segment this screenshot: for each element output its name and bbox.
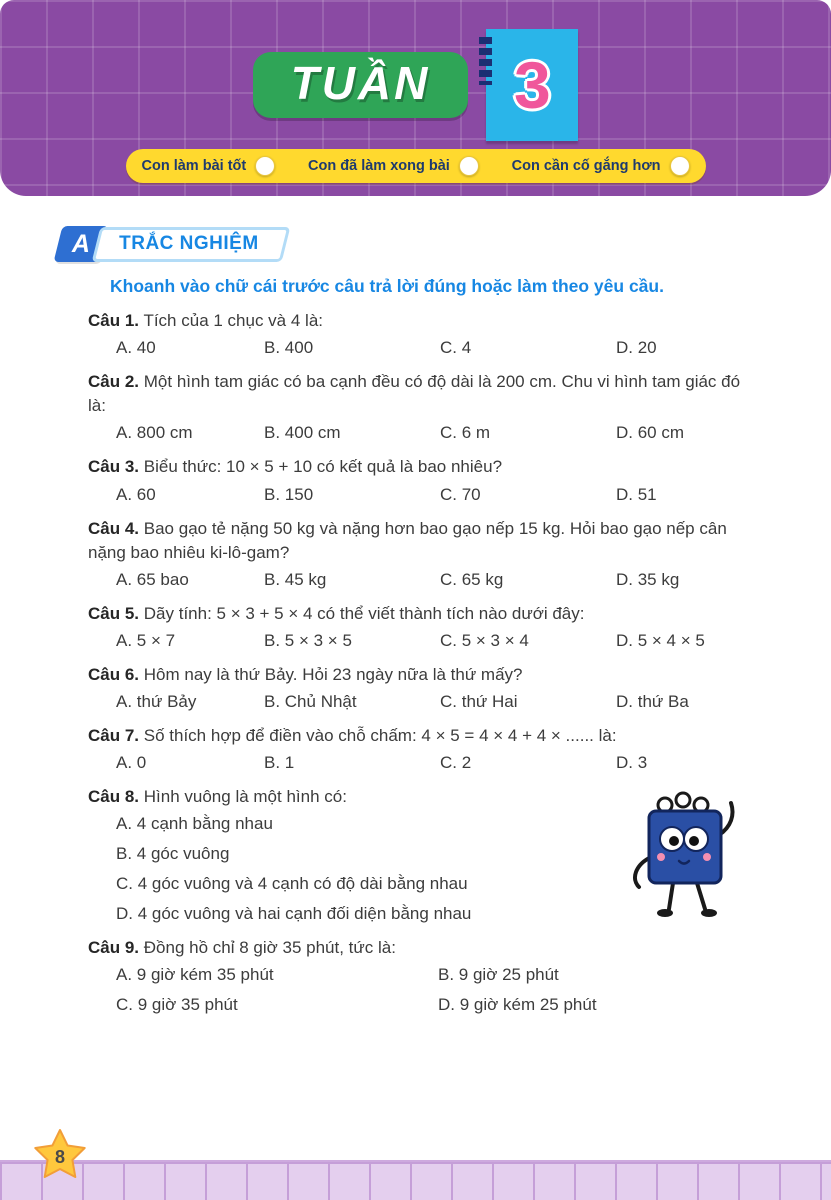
options-row [88, 423, 757, 443]
question-label: Câu 6. [88, 664, 140, 684]
header-banner [0, 0, 831, 196]
question-8 [88, 785, 757, 924]
option-d[interactable]: D. 51 [616, 484, 657, 504]
option-b[interactable]: B. Chủ Nhật [264, 692, 357, 711]
instruction-text: Khoanh vào chữ cái trước câu trả lời đúng hoặc làm theo yêu cầu. [110, 276, 664, 296]
option-b[interactable]: B. 150 [264, 484, 314, 504]
option-c[interactable]: C. 9 giờ 35 phút [116, 995, 238, 1015]
checkbox-try-harder[interactable] [670, 156, 690, 176]
notebook-binding-icon [479, 37, 492, 85]
question-4 [88, 517, 757, 590]
option-c[interactable]: C. 6 m [440, 423, 491, 443]
worksheet-body [0, 196, 831, 1015]
option-a[interactable]: A. thứ Bảy [116, 692, 197, 711]
question-body: Dãy tính: 5 × 3 + 5 × 4 có thể viết thành tích nào dưới đây: [143, 603, 585, 623]
question-body: Một hình tam giác có ba cạnh đều có độ dài là 200 cm. Chu vi hình tam giác đó là: [88, 372, 741, 416]
question-label: Câu 3. [88, 457, 140, 477]
question-6 [88, 663, 757, 712]
question-text [88, 455, 757, 479]
option-a[interactable]: A. 0 [116, 753, 147, 773]
page-number-star-badge [32, 1128, 88, 1184]
option-a[interactable]: A. 9 giờ kém 35 phút [116, 965, 274, 985]
check-label: Con cần cố gắng hơn [511, 158, 661, 174]
option-d[interactable]: D. 60 cm [616, 423, 685, 443]
option-c[interactable]: C. 4 [440, 338, 472, 358]
option-d[interactable]: D. 3 [616, 753, 648, 773]
question-body: Bao gạo tẻ nặng 50 kg và nặng hơn bao gạo nếp 15 kg. Hỏi bao gạo nếp cân nặng bao nhiêu ki-lô-gam? [88, 518, 727, 562]
option-d[interactable]: D. 5 × 4 × 5 [616, 630, 705, 650]
week-title-row [0, 26, 831, 144]
options-grid [88, 965, 757, 1015]
week-label: TUẦN [290, 57, 431, 109]
question-body: Hôm nay là thứ Bảy. Hỏi 23 ngày nữa là thứ mấy? [143, 664, 523, 684]
question-9 [88, 936, 757, 1015]
question-label: Câu 2. [88, 372, 140, 392]
check-item-good-work [142, 156, 276, 176]
question-label: Câu 7. [88, 726, 140, 745]
options-row [88, 753, 757, 773]
question-body: Số thích hợp để điền vào chỗ chấm: 4 × 5 = 4 × 4 + 4 × ...... là: [143, 726, 617, 745]
question-body: Hình vuông là một hình có: [143, 787, 347, 807]
question-3 [88, 455, 757, 504]
option-c[interactable]: C. 70 [440, 484, 481, 504]
section-badge-letter: A [71, 229, 91, 258]
option-d[interactable]: D. thứ Ba [616, 692, 689, 711]
option-b[interactable]: B. 5 × 3 × 5 [264, 630, 352, 650]
option-b[interactable]: B. 400 [264, 338, 314, 358]
check-item-finished [308, 156, 479, 176]
options-row [88, 338, 757, 358]
checkbox-finished[interactable] [459, 156, 479, 176]
question-label: Câu 8. [88, 787, 140, 807]
question-body: Biểu thức: 10 × 5 + 10 có kết quả là bao nhiêu? [143, 457, 503, 477]
section-title: TRẮC NGHIỆM [119, 232, 259, 254]
question-body: Đồng hồ chỉ 8 giờ 35 phút, tức là: [143, 938, 396, 958]
checkbox-good-work[interactable] [255, 156, 275, 176]
option-b[interactable]: B. 400 cm [264, 423, 341, 443]
week-badge [253, 52, 469, 118]
options-row [88, 631, 757, 651]
question-label: Câu 5. [88, 603, 140, 623]
question-text [88, 370, 757, 418]
option-b[interactable]: B. 45 kg [264, 569, 327, 589]
question-label: Câu 4. [88, 518, 140, 538]
question-text [88, 602, 757, 626]
question-label: Câu 9. [88, 938, 140, 958]
section-header [58, 226, 757, 262]
question-body: Tích của 1 chục và 4 là: [143, 311, 323, 330]
option-d[interactable]: D. 9 giờ kém 25 phút [438, 995, 597, 1015]
option-b[interactable]: B. 1 [264, 753, 295, 773]
option-c[interactable]: C. 65 kg [440, 569, 504, 589]
question-label: Câu 1. [88, 311, 140, 330]
option-b[interactable]: B. 4 góc vuông [116, 844, 230, 864]
question-text [88, 663, 757, 687]
option-a[interactable]: A. 4 cạnh bằng nhau [116, 814, 273, 834]
options-row [88, 485, 757, 505]
option-d[interactable]: D. 20 [616, 338, 657, 358]
page-number: 8 [54, 1147, 66, 1167]
option-a[interactable]: A. 800 cm [116, 423, 193, 443]
question-text [88, 724, 757, 748]
option-a[interactable]: A. 60 [116, 484, 156, 504]
section-title-box [92, 227, 290, 262]
option-b[interactable]: B. 9 giờ 25 phút [438, 965, 559, 985]
question-2 [88, 370, 757, 443]
question-1 [88, 309, 757, 358]
options-row [88, 692, 757, 712]
check-item-try-harder [512, 156, 690, 176]
week-number-card [486, 29, 578, 141]
question-5 [88, 602, 757, 651]
question-text [88, 517, 757, 565]
option-c[interactable]: C. thứ Hai [440, 692, 518, 711]
option-c[interactable]: C. 4 góc vuông và 4 cạnh có độ dài bằng nhau [116, 874, 468, 894]
option-a[interactable]: A. 65 bao [116, 569, 189, 589]
week-number: 3 [514, 48, 551, 122]
option-a[interactable]: A. 5 × 7 [116, 630, 176, 650]
option-d[interactable]: D. 4 góc vuông và hai cạnh đối diện bằng nhau [116, 904, 472, 924]
option-c[interactable]: C. 5 × 3 × 4 [440, 630, 529, 650]
option-c[interactable]: C. 2 [440, 753, 472, 773]
check-label: Con đã làm xong bài [308, 158, 450, 174]
check-label: Con làm bài tốt [141, 158, 247, 174]
options-row [88, 570, 757, 590]
progress-check-bar [126, 149, 706, 183]
blue-square-character-icon [627, 785, 739, 925]
question-text [88, 936, 757, 960]
question-7 [88, 724, 757, 773]
footer-grid-band [0, 1160, 831, 1200]
question-text [88, 309, 757, 333]
option-d[interactable]: D. 35 kg [616, 569, 680, 589]
option-a[interactable]: A. 40 [116, 338, 156, 358]
